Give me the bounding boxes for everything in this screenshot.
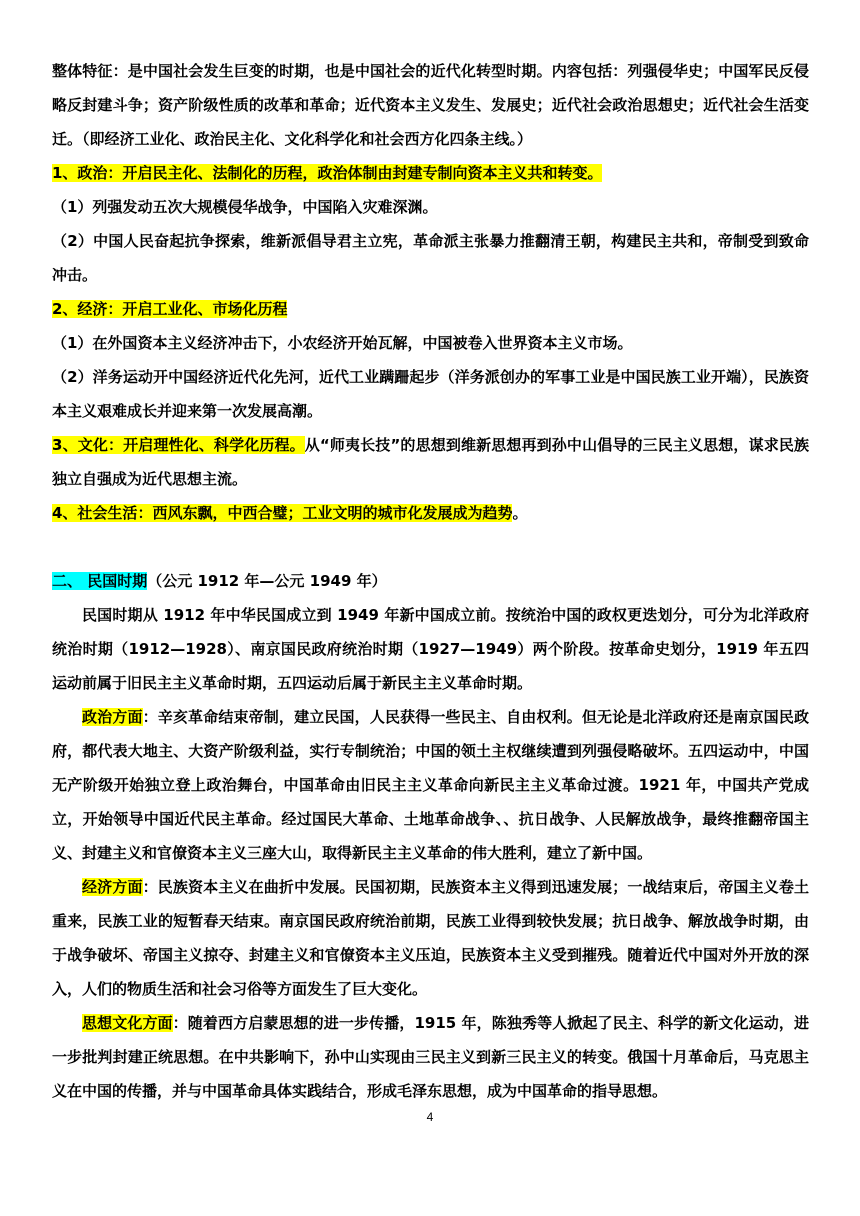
section-1-point-2: （2）中国人民奋起抗争探索，维新派倡导君主立宪，革命派主张暴力推翻清王朝，构建民主共和，帝制受到致命冲击。: [52, 232, 809, 284]
section-4-tail: 。: [512, 504, 528, 522]
culture-label: 思想文化方面: [82, 1014, 173, 1032]
section-4-heading-text: 4、社会生活：西风东飘，中西合璧；工业文明的城市化发展成为趋势: [52, 504, 513, 522]
part-2-intro: 民国时期从 1912 年中华民国成立到 1949 年新中国成立前。按统治中国的政权更迭划分，可分为北洋政府统治时期（1912—1928）、南京国民政府统治时期（1927—1949）两个阶段。按革命史划分，1919 年五四运动前属于旧民主主义革命时期，五四运动后属于新民主主义革命时期。: [52, 606, 809, 692]
intro-paragraph: 整体特征：是中国社会发生巨变的时期，也是中国社会的近代化转型时期。内容包括：列强侵华史；中国军民反侵略反封建斗争；资产阶级性质的改革和革命；近代资本主义发生、发展史；近代社会政治思想史；近代社会生活变迁。（即经济工业化、政治民主化、文化科学化和社会西方化四条主线。）: [52, 62, 809, 148]
section-1-heading-text: 1、政治：开启民主化、法制化的历程，政治体制由封建专制向资本主义共和转变。: [52, 164, 603, 182]
economy-paragraph: [52, 870, 809, 1006]
culture-paragraph: [52, 1006, 809, 1108]
section-2-heading: [52, 292, 809, 326]
page-number: 4: [426, 1110, 434, 1124]
economy-text: ：民族资本主义在曲折中发展。民国初期，民族资本主义得到迅速发展；一战结束后，帝国主义卷土重来，民族工业的短暂春天结束。南京国民政府统治前期，民族工业得到较快发展；抗日战争、解放战争时期，由于战争破坏、帝国主义掠夺、封建主义和官僚资本主义压迫，民族资本主义受到摧残。随着近代中国对外开放的深入，人们的物质生活和社会习俗等方面发生了巨大变化。: [52, 878, 809, 998]
politics-label: 政治方面: [82, 708, 143, 726]
section-1-point-1: （1）列强发动五次大规模侵华战争，中国陷入灾难深渊。: [52, 198, 438, 216]
politics-text: ：辛亥革命结束帝制，建立民国，人民获得一些民主、自由权利。但无论是北洋政府还是南京国民政府，都代表大地主、大资产阶级利益，实行专制统治；中国的领土主权继续遭到列强侵略破坏。五四运动中，中国无产阶级开始独立登上政治舞台，中国革命由旧民主主义革命向新民主主义革命过渡。1921 年，中国共产党成立，开始领导中国近代民主革命。经过国民大革命、土地革命战争、、抗日战争、人民解放战争，最终推翻帝国主义、封建主义和官僚资本主义三座大山，取得新民主主义革命的伟大胜利，建立了新中国。: [52, 708, 809, 862]
part-2-heading: [52, 564, 809, 598]
section-2-heading-text: 2、经济：开启工业化、市场化历程: [52, 300, 288, 318]
section-3-text: 从“师夷长技”的思想到维新思想再到孙中山倡导的三民主义思想，谋求民族独立自强成为近代思想主流。: [52, 436, 809, 488]
section-2-point-2: （2）洋务运动开中国经济近代化先河，近代工业蹒跚起步（洋务派创办的军事工业是中国民族工业开端），民族资本主义艰难成长并迎来第一次发展高潮。: [52, 368, 809, 420]
section-1-heading: [52, 156, 809, 190]
section-3-paragraph: [52, 428, 809, 496]
culture-text: ：随着西方启蒙思想的进一步传播，1915 年，陈独秀等人掀起了民主、科学的新文化运动，进一步批判封建正统思想。在中共影响下，孙中山实现由三民主义到新三民主义的转变。俄国十月革命后，马克思主义在中国的传播，并与中国革命具体实践结合，形成毛泽东思想，成为中国革命的指导思想。: [52, 1014, 809, 1100]
politics-paragraph: [52, 700, 809, 870]
spacer: [52, 530, 809, 564]
section-2-point-1: （1）在外国资本主义经济冲击下，小农经济开始瓦解，中国被卷入世界资本主义市场。: [52, 334, 633, 352]
part-2-period: （公元 1912 年—公元 1949 年）: [147, 572, 387, 590]
part-2-heading-text: 二、 民国时期: [52, 572, 148, 590]
document-body: [52, 54, 809, 1108]
section-3-heading-text: 3、文化：开启理性化、科学化历程。: [52, 436, 305, 454]
section-4-paragraph: [52, 496, 809, 530]
economy-label: 经济方面: [82, 878, 143, 896]
